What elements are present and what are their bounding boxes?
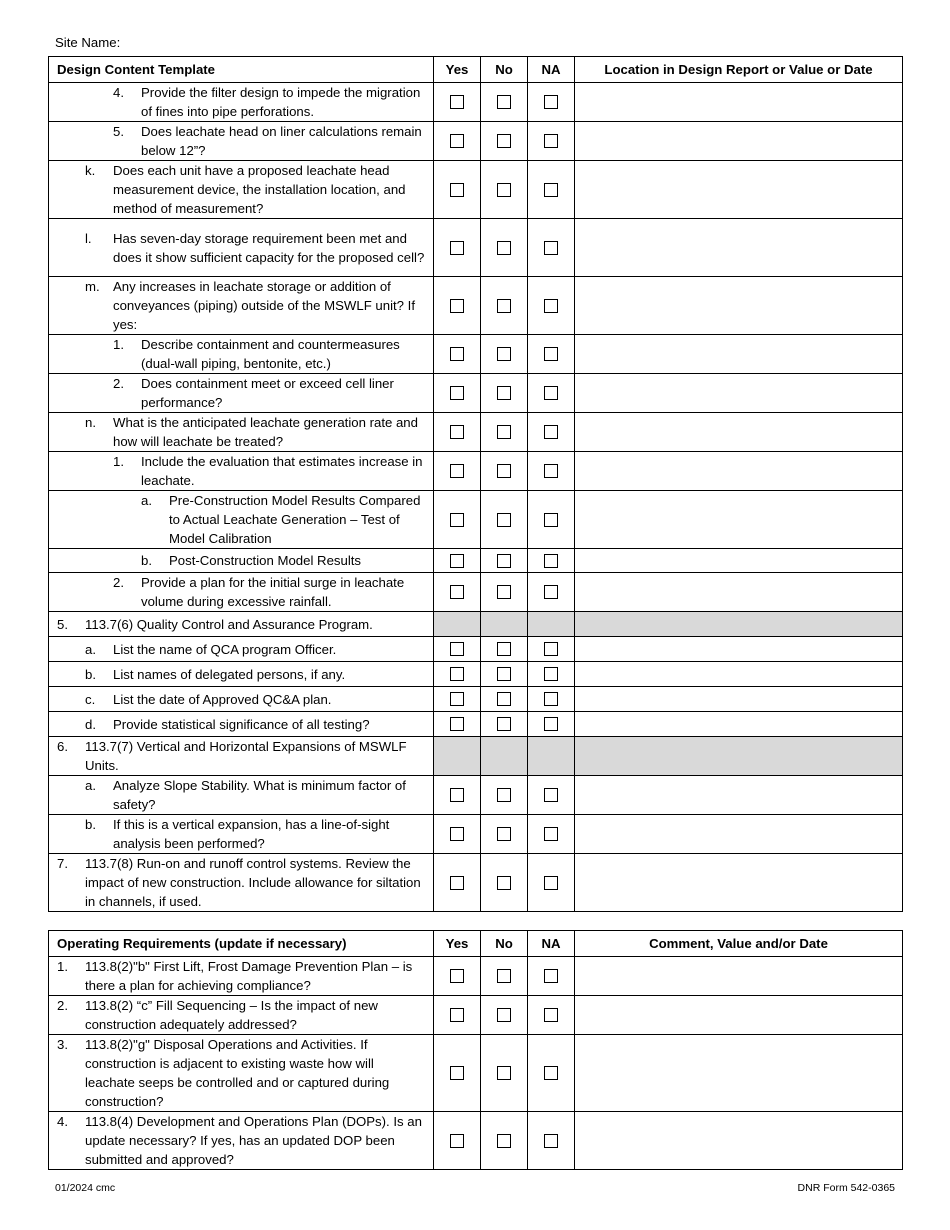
operating-item-number: 3. xyxy=(57,1037,68,1052)
design-row xyxy=(49,573,903,612)
design-header-no: No xyxy=(481,57,528,83)
design-row xyxy=(49,687,903,712)
yes-checkbox[interactable] xyxy=(450,667,464,681)
design-na-cell xyxy=(528,219,575,277)
design-question-cell xyxy=(49,549,434,573)
operating-no-cell xyxy=(481,1112,528,1170)
design-question-cell xyxy=(49,413,434,452)
operating-question-cell xyxy=(49,957,434,996)
design-response-cell[interactable] xyxy=(575,374,903,413)
design-item-number: c. xyxy=(85,691,96,707)
design-item-text: Describe containment and countermeasures (dual-wall piping, bentonite, etc.) xyxy=(141,337,400,371)
no-checkbox[interactable] xyxy=(497,554,511,568)
design-no-cell xyxy=(481,549,528,573)
yes-checkbox[interactable] xyxy=(450,347,464,361)
na-checkbox[interactable] xyxy=(544,1008,558,1022)
design-no-cell xyxy=(481,712,528,737)
design-response-cell[interactable] xyxy=(575,712,903,737)
design-row xyxy=(49,277,903,335)
design-response-cell[interactable] xyxy=(575,83,903,122)
yes-checkbox[interactable] xyxy=(450,642,464,656)
operating-yes-cell xyxy=(434,1112,481,1170)
yes-checkbox[interactable] xyxy=(450,969,464,983)
design-item-text: List the date of Approved QC&A plan. xyxy=(113,691,332,707)
footer-form-number: DNR Form 542-0365 xyxy=(797,1182,895,1194)
operating-question-cell xyxy=(49,1112,434,1170)
design-question-cell xyxy=(49,815,434,854)
design-no-cell xyxy=(481,413,528,452)
yes-checkbox[interactable] xyxy=(450,386,464,400)
design-na-cell xyxy=(528,573,575,612)
design-item-text: Provide a plan for the initial surge in leachate volume during excessive rainfall. xyxy=(141,575,405,609)
design-item-text: List the name of QCA program Officer. xyxy=(113,641,337,657)
design-na-cell xyxy=(528,712,575,737)
design-row xyxy=(49,612,903,637)
na-checkbox[interactable] xyxy=(544,788,558,802)
design-content-table xyxy=(48,56,903,912)
yes-checkbox[interactable] xyxy=(450,692,464,706)
no-checkbox[interactable] xyxy=(497,299,511,313)
design-question-cell xyxy=(49,374,434,413)
na-checkbox[interactable] xyxy=(544,827,558,841)
operating-item-number: 1. xyxy=(57,959,68,974)
design-response-cell[interactable] xyxy=(575,491,903,549)
design-question-cell xyxy=(49,854,434,912)
operating-item-text: 113.8(2) “c” Fill Sequencing – Is the impact of new construction adequately addressed? xyxy=(85,998,378,1032)
design-no-cell xyxy=(481,219,528,277)
yes-checkbox[interactable] xyxy=(450,241,464,255)
design-yes-cell xyxy=(434,83,481,122)
design-row xyxy=(49,662,903,687)
design-na-cell xyxy=(528,413,575,452)
design-item-text: 113.7(8) Run-on and runoff control systems. Review the impact of new construction. Include allowance for siltation in channels, if used. xyxy=(85,856,421,909)
design-na-cell xyxy=(528,776,575,815)
design-header-row xyxy=(49,57,903,83)
design-header-template: Design Content Template xyxy=(49,57,434,83)
design-response-cell xyxy=(575,737,903,776)
operating-no-cell xyxy=(481,957,528,996)
operating-header-yes: Yes xyxy=(434,931,481,957)
design-no-cell xyxy=(481,277,528,335)
design-yes-cell xyxy=(434,413,481,452)
design-response-cell xyxy=(575,612,903,637)
design-na-cell xyxy=(528,83,575,122)
no-checkbox[interactable] xyxy=(497,347,511,361)
design-na-cell xyxy=(528,662,575,687)
yes-checkbox[interactable] xyxy=(450,425,464,439)
design-question-cell xyxy=(49,491,434,549)
na-checkbox[interactable] xyxy=(544,642,558,656)
design-na-cell xyxy=(528,452,575,491)
design-na-cell xyxy=(528,612,575,637)
no-checkbox[interactable] xyxy=(497,464,511,478)
design-item-number: 5. xyxy=(113,124,124,139)
operating-no-cell xyxy=(481,1035,528,1112)
design-yes-cell xyxy=(434,662,481,687)
design-row xyxy=(49,637,903,662)
design-item-number: 5. xyxy=(57,616,68,632)
operating-response-cell[interactable] xyxy=(575,996,903,1035)
design-yes-cell xyxy=(434,815,481,854)
yes-checkbox[interactable] xyxy=(450,1134,464,1148)
design-yes-cell xyxy=(434,573,481,612)
yes-checkbox[interactable] xyxy=(450,585,464,599)
design-na-cell xyxy=(528,637,575,662)
no-checkbox[interactable] xyxy=(497,585,511,599)
footer-date: 01/2024 cmc xyxy=(55,1182,116,1194)
na-checkbox[interactable] xyxy=(544,1134,558,1148)
operating-item-number: 2. xyxy=(57,998,68,1013)
design-na-cell xyxy=(528,737,575,776)
yes-checkbox[interactable] xyxy=(450,717,464,731)
design-item-number: m. xyxy=(85,279,100,294)
design-item-text: Analyze Slope Stability. What is minimum factor of safety? xyxy=(113,778,406,812)
design-yes-cell xyxy=(434,737,481,776)
design-question-cell xyxy=(49,687,434,712)
design-na-cell xyxy=(528,549,575,573)
design-item-number: 2. xyxy=(113,376,124,391)
operating-na-cell xyxy=(528,996,575,1035)
design-row xyxy=(49,776,903,815)
operating-header-requirements: Operating Requirements (update if necessary) xyxy=(49,931,434,957)
operating-row xyxy=(49,1035,903,1112)
yes-checkbox[interactable] xyxy=(450,513,464,527)
no-checkbox[interactable] xyxy=(497,969,511,983)
design-no-cell xyxy=(481,662,528,687)
design-response-cell[interactable] xyxy=(575,573,903,612)
operating-item-text: 113.8(2)"b" First Lift, Frost Damage Prevention Plan – is there a plan for achieving compliance? xyxy=(85,959,413,993)
no-checkbox[interactable] xyxy=(497,95,511,109)
design-no-cell xyxy=(481,737,528,776)
design-yes-cell xyxy=(434,491,481,549)
na-checkbox[interactable] xyxy=(544,969,558,983)
operating-question-cell xyxy=(49,1035,434,1112)
design-item-text: Has seven-day storage requirement been met and does it show sufficient capacity for the proposed cell? xyxy=(113,230,425,265)
design-item-text: Provide the filter design to impede the migration of fines into pipe perforations. xyxy=(141,85,421,119)
na-checkbox[interactable] xyxy=(544,299,558,313)
operating-header-na: NA xyxy=(528,931,575,957)
design-question-cell xyxy=(49,219,434,277)
design-response-cell[interactable] xyxy=(575,219,903,277)
design-no-cell xyxy=(481,374,528,413)
design-row xyxy=(49,854,903,912)
operating-no-cell xyxy=(481,996,528,1035)
operating-yes-cell xyxy=(434,957,481,996)
design-response-cell[interactable] xyxy=(575,637,903,662)
operating-yes-cell xyxy=(434,1035,481,1112)
design-no-cell xyxy=(481,491,528,549)
design-question-cell xyxy=(49,161,434,219)
operating-na-cell xyxy=(528,1035,575,1112)
no-checkbox[interactable] xyxy=(497,241,511,255)
design-no-cell xyxy=(481,687,528,712)
design-no-cell xyxy=(481,83,528,122)
design-item-text: Does leachate head on liner calculations remain below 12”? xyxy=(141,124,422,158)
operating-response-cell[interactable] xyxy=(575,957,903,996)
na-checkbox[interactable] xyxy=(544,876,558,890)
no-checkbox[interactable] xyxy=(497,1066,511,1080)
design-row xyxy=(49,122,903,161)
yes-checkbox[interactable] xyxy=(450,554,464,568)
design-question-cell xyxy=(49,452,434,491)
design-row xyxy=(49,219,903,277)
design-yes-cell xyxy=(434,161,481,219)
design-question-cell xyxy=(49,737,434,776)
operating-response-cell[interactable] xyxy=(575,1035,903,1112)
design-item-text: Any increases in leachate storage or addition of conveyances (piping) outside of the MSWLF unit? If yes: xyxy=(113,279,415,332)
no-checkbox[interactable] xyxy=(497,667,511,681)
design-item-number: 7. xyxy=(57,856,68,871)
design-response-cell[interactable] xyxy=(575,549,903,573)
design-item-text: Post-Construction Model Results xyxy=(169,553,362,568)
design-no-cell xyxy=(481,122,528,161)
na-checkbox[interactable] xyxy=(544,183,558,197)
design-no-cell xyxy=(481,573,528,612)
design-na-cell xyxy=(528,687,575,712)
design-na-cell xyxy=(528,491,575,549)
design-row xyxy=(49,815,903,854)
design-na-cell xyxy=(528,374,575,413)
design-item-number: 2. xyxy=(113,575,124,590)
design-row xyxy=(49,712,903,737)
operating-yes-cell xyxy=(434,996,481,1035)
operating-na-cell xyxy=(528,957,575,996)
design-item-text: Pre-Construction Model Results Compared to Actual Leachate Generation – Test of Model Calibration xyxy=(169,493,421,546)
design-yes-cell xyxy=(434,549,481,573)
na-checkbox[interactable] xyxy=(544,692,558,706)
design-response-cell[interactable] xyxy=(575,776,903,815)
design-yes-cell xyxy=(434,854,481,912)
design-yes-cell xyxy=(434,335,481,374)
design-item-text: 113.7(6) Quality Control and Assurance Program. xyxy=(85,616,373,632)
design-yes-cell xyxy=(434,374,481,413)
na-checkbox[interactable] xyxy=(544,134,558,148)
na-checkbox[interactable] xyxy=(544,347,558,361)
no-checkbox[interactable] xyxy=(497,788,511,802)
design-response-cell[interactable] xyxy=(575,161,903,219)
design-response-cell[interactable] xyxy=(575,452,903,491)
operating-item-number: 4. xyxy=(57,1114,68,1129)
design-row xyxy=(49,374,903,413)
design-question-cell xyxy=(49,122,434,161)
design-item-number: 1. xyxy=(113,454,124,469)
na-checkbox[interactable] xyxy=(544,585,558,599)
operating-item-text: 113.8(2)"g" Disposal Operations and Activities. If construction is adjacent to existing waste how will leachate seeps be controlled and or captured during construction? xyxy=(85,1037,390,1109)
design-item-number: 4. xyxy=(113,85,124,100)
design-na-cell xyxy=(528,335,575,374)
na-checkbox[interactable] xyxy=(544,667,558,681)
design-item-number: b. xyxy=(85,666,96,682)
operating-row xyxy=(49,996,903,1035)
design-header-na: NA xyxy=(528,57,575,83)
operating-header-comment: Comment, Value and/or Date xyxy=(575,931,903,957)
design-response-cell[interactable] xyxy=(575,815,903,854)
no-checkbox[interactable] xyxy=(497,513,511,527)
design-na-cell xyxy=(528,815,575,854)
design-item-text: List names of delegated persons, if any. xyxy=(113,666,346,682)
design-yes-cell xyxy=(434,452,481,491)
design-response-cell[interactable] xyxy=(575,413,903,452)
na-checkbox[interactable] xyxy=(544,717,558,731)
na-checkbox[interactable] xyxy=(544,95,558,109)
design-response-cell[interactable] xyxy=(575,122,903,161)
design-question-cell xyxy=(49,662,434,687)
design-item-number: n. xyxy=(85,415,96,430)
yes-checkbox[interactable] xyxy=(450,95,464,109)
no-checkbox[interactable] xyxy=(497,717,511,731)
no-checkbox[interactable] xyxy=(497,425,511,439)
design-row xyxy=(49,161,903,219)
design-item-text: 113.7(7) Vertical and Horizontal Expansions of MSWLF Units. xyxy=(85,739,407,773)
design-item-number: k. xyxy=(85,163,96,178)
design-no-cell xyxy=(481,637,528,662)
design-yes-cell xyxy=(434,612,481,637)
design-item-number: b. xyxy=(141,553,152,568)
design-item-number: a. xyxy=(141,493,152,508)
design-yes-cell xyxy=(434,637,481,662)
design-item-text: If this is a vertical expansion, has a line-of-sight analysis been performed? xyxy=(113,817,390,851)
design-question-cell xyxy=(49,83,434,122)
no-checkbox[interactable] xyxy=(497,183,511,197)
design-yes-cell xyxy=(434,687,481,712)
operating-question-cell xyxy=(49,996,434,1035)
design-na-cell xyxy=(528,854,575,912)
design-item-number: 1. xyxy=(113,337,124,352)
design-item-number: 6. xyxy=(57,739,68,754)
design-item-number: b. xyxy=(85,817,96,832)
design-row xyxy=(49,413,903,452)
yes-checkbox[interactable] xyxy=(450,183,464,197)
design-row xyxy=(49,452,903,491)
no-checkbox[interactable] xyxy=(497,134,511,148)
design-na-cell xyxy=(528,122,575,161)
design-question-cell xyxy=(49,776,434,815)
design-question-cell xyxy=(49,637,434,662)
yes-checkbox[interactable] xyxy=(450,788,464,802)
design-question-cell xyxy=(49,277,434,335)
na-checkbox[interactable] xyxy=(544,513,558,527)
operating-item-text: 113.8(4) Development and Operations Plan (DOPs). Is an update necessary? If yes, has an updated DOP been submitted and approved? xyxy=(85,1114,422,1167)
design-response-cell[interactable] xyxy=(575,277,903,335)
design-yes-cell xyxy=(434,277,481,335)
yes-checkbox[interactable] xyxy=(450,876,464,890)
operating-requirements-table xyxy=(48,930,903,1170)
design-question-cell xyxy=(49,573,434,612)
no-checkbox[interactable] xyxy=(497,386,511,400)
yes-checkbox[interactable] xyxy=(450,1008,464,1022)
design-na-cell xyxy=(528,277,575,335)
no-checkbox[interactable] xyxy=(497,642,511,656)
design-question-cell xyxy=(49,612,434,637)
no-checkbox[interactable] xyxy=(497,827,511,841)
no-checkbox[interactable] xyxy=(497,876,511,890)
no-checkbox[interactable] xyxy=(497,692,511,706)
design-item-text: Provide statistical significance of all testing? xyxy=(113,716,370,732)
design-yes-cell xyxy=(434,776,481,815)
design-response-cell[interactable] xyxy=(575,662,903,687)
na-checkbox[interactable] xyxy=(544,1066,558,1080)
design-row xyxy=(49,737,903,776)
design-no-cell xyxy=(481,161,528,219)
no-checkbox[interactable] xyxy=(497,1008,511,1022)
design-row xyxy=(49,83,903,122)
na-checkbox[interactable] xyxy=(544,464,558,478)
operating-row xyxy=(49,1112,903,1170)
na-checkbox[interactable] xyxy=(544,554,558,568)
design-no-cell xyxy=(481,452,528,491)
design-yes-cell xyxy=(434,219,481,277)
design-yes-cell xyxy=(434,712,481,737)
operating-response-cell[interactable] xyxy=(575,1112,903,1170)
yes-checkbox[interactable] xyxy=(450,134,464,148)
design-item-text: What is the anticipated leachate generation rate and how will leachate be treated? xyxy=(113,415,418,449)
design-no-cell xyxy=(481,776,528,815)
design-item-number: a. xyxy=(85,641,96,657)
operating-header-row xyxy=(49,931,903,957)
design-item-number: l. xyxy=(85,230,92,246)
design-na-cell xyxy=(528,161,575,219)
design-no-cell xyxy=(481,815,528,854)
design-no-cell xyxy=(481,335,528,374)
design-row xyxy=(49,335,903,374)
design-row xyxy=(49,549,903,573)
design-yes-cell xyxy=(434,122,481,161)
design-question-cell xyxy=(49,712,434,737)
yes-checkbox[interactable] xyxy=(450,827,464,841)
design-header-location: Location in Design Report or Value or Date xyxy=(575,57,903,83)
design-no-cell xyxy=(481,854,528,912)
design-response-cell[interactable] xyxy=(575,854,903,912)
operating-header-no: No xyxy=(481,931,528,957)
operating-row xyxy=(49,957,903,996)
yes-checkbox[interactable] xyxy=(450,464,464,478)
na-checkbox[interactable] xyxy=(544,241,558,255)
operating-na-cell xyxy=(528,1112,575,1170)
design-item-number: d. xyxy=(85,716,96,732)
no-checkbox[interactable] xyxy=(497,1134,511,1148)
design-item-text: Does each unit have a proposed leachate head measurement device, the installation location, and method of measurement? xyxy=(113,163,406,216)
yes-checkbox[interactable] xyxy=(450,299,464,313)
design-response-cell[interactable] xyxy=(575,335,903,374)
design-item-number: a. xyxy=(85,778,96,793)
design-header-yes: Yes xyxy=(434,57,481,83)
site-name-label: Site Name: xyxy=(55,35,121,50)
design-question-cell xyxy=(49,335,434,374)
na-checkbox[interactable] xyxy=(544,425,558,439)
design-item-text: Include the evaluation that estimates increase in leachate. xyxy=(141,454,423,488)
design-item-text: Does containment meet or exceed cell liner performance? xyxy=(141,376,394,410)
design-response-cell[interactable] xyxy=(575,687,903,712)
design-no-cell xyxy=(481,612,528,637)
na-checkbox[interactable] xyxy=(544,386,558,400)
design-row xyxy=(49,491,903,549)
yes-checkbox[interactable] xyxy=(450,1066,464,1080)
